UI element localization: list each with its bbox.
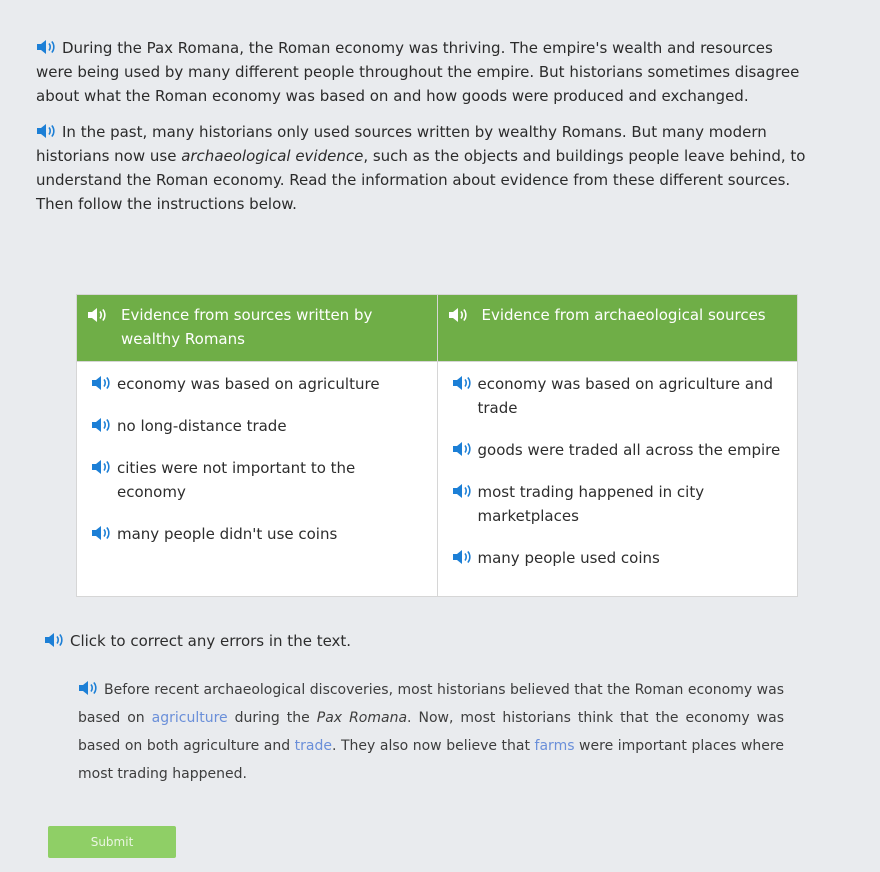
intro-paragraph-2 (36, 120, 806, 216)
passage-text: were important places where most trading happened. (78, 738, 784, 782)
word-choice-slot-1[interactable]: agriculture (151, 710, 228, 726)
instruction (44, 632, 351, 650)
passage-emphasis: Pax Romana (316, 710, 408, 726)
speaker-icon[interactable] (91, 460, 111, 474)
speaker-icon[interactable] (452, 376, 472, 390)
list-item (452, 372, 788, 420)
column-header-label: Evidence from sources written by wealthy Romans (121, 306, 373, 348)
lesson-page (36, 36, 806, 849)
column-header-written-sources (77, 295, 438, 362)
list-item-text: many people used coins (477, 549, 660, 567)
intro-text-2-emphasis: archaeological evidence (181, 147, 364, 165)
list-item (91, 522, 427, 546)
word-choice-slot-3[interactable]: farms (534, 738, 575, 754)
word-choice-slot-2[interactable]: trade (294, 738, 332, 754)
speaker-icon[interactable] (36, 124, 56, 138)
list-item-text: cities were not important to the economy (117, 459, 356, 501)
speaker-icon[interactable] (36, 40, 56, 54)
list-item (91, 414, 427, 438)
passage-text: . They also now believe that (331, 738, 535, 754)
passage-text: during the (227, 710, 317, 726)
archaeological-sources-cell (437, 362, 798, 597)
speaker-icon[interactable] (452, 484, 472, 498)
column-header-archaeological-sources (437, 295, 798, 362)
list-item-text: economy was based on agriculture and trade (477, 375, 774, 417)
list-item-text: most trading happened in city marketplaces (477, 483, 705, 525)
written-sources-cell (77, 362, 438, 597)
intro-text-2a: In the past, many historians only used sources written by wealthy Romans. But many modern historians now use (36, 123, 767, 165)
evidence-table (76, 294, 798, 597)
speaker-icon[interactable] (452, 442, 472, 456)
intro-text-1: During the Pax Romana, the Roman economy was thriving. The empire's wealth and resources were being used by many different people throughout the empire. But historians sometimes disagree about what the Roman economy was based on and how goods were produced and exchanged. (36, 39, 800, 105)
submit-button[interactable]: Submit (48, 826, 176, 858)
speaker-icon[interactable] (91, 376, 111, 390)
list-item (452, 480, 788, 528)
list-item-text: economy was based on agriculture (117, 375, 380, 393)
list-item (91, 456, 427, 504)
speaker-icon[interactable] (78, 681, 98, 695)
passage-text: . Now, most historians think that the economy was based on both agriculture and (78, 710, 785, 754)
list-item (452, 546, 788, 570)
intro-paragraph-1 (36, 36, 806, 108)
list-item-text: goods were traded all across the empire (477, 441, 781, 459)
list-item-text: no long-distance trade (117, 417, 287, 435)
column-header-label: Evidence from archaeological sources (481, 306, 766, 324)
intro-text-2b: , such as the objects and buildings people leave behind, to understand the Roman economy. Read the information about evidence from these different sources. Then follow the instructions below. (36, 147, 806, 213)
editable-passage (78, 676, 784, 788)
speaker-icon[interactable] (452, 550, 472, 564)
speaker-icon[interactable] (87, 308, 107, 322)
passage-text: Before recent archaeological discoveries, most historians believed that the Roman economy was based on (78, 682, 784, 726)
speaker-icon[interactable] (91, 526, 111, 540)
list-item-text: many people didn't use coins (117, 525, 338, 543)
speaker-icon[interactable] (448, 308, 468, 322)
list-item (91, 372, 427, 396)
list-item (452, 438, 788, 462)
instruction-text: Click to correct any errors in the text. (70, 632, 352, 650)
speaker-icon[interactable] (91, 418, 111, 432)
speaker-icon[interactable] (44, 633, 64, 647)
